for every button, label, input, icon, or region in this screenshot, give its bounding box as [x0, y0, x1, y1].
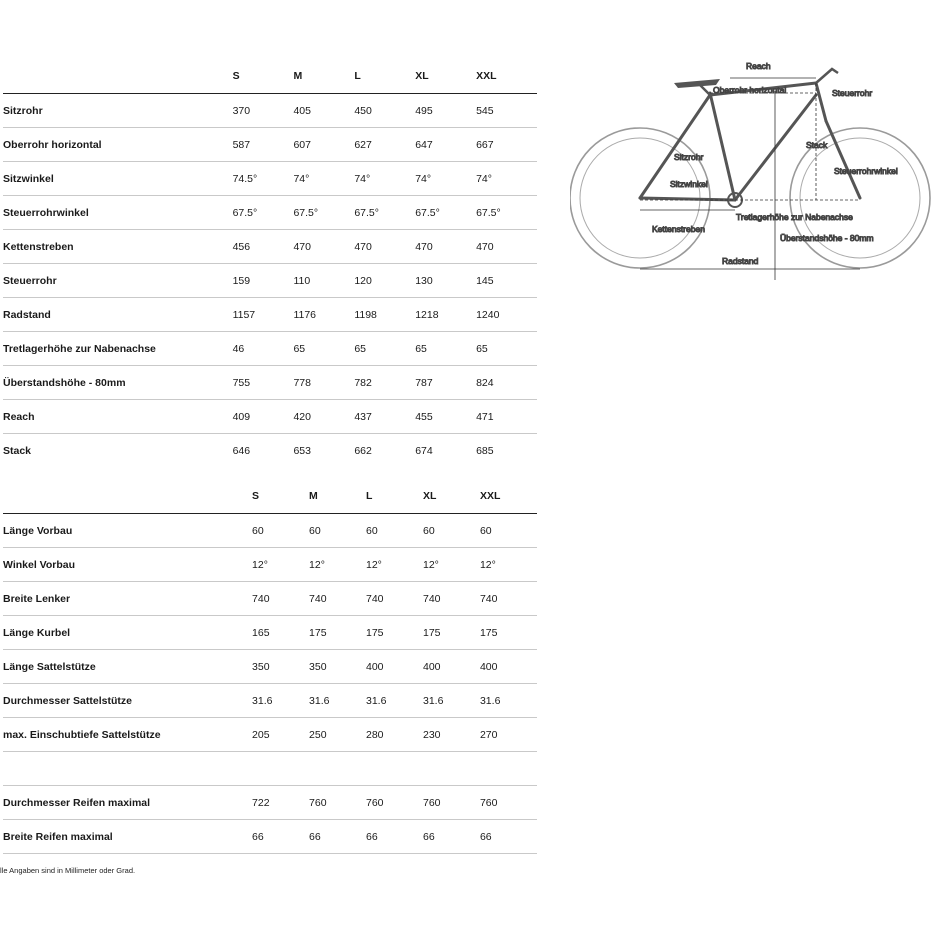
table-cell: 470 — [354, 230, 415, 264]
table-cell: 437 — [354, 400, 415, 434]
row-label: Länge Vorbau — [3, 514, 252, 548]
table-cell: 66 — [480, 820, 537, 854]
table-cell: 65 — [476, 332, 537, 366]
label-stack: Stack — [806, 140, 828, 150]
table-row — [3, 400, 537, 434]
table-row — [3, 366, 537, 400]
size-header: L — [354, 59, 415, 94]
table-cell: 280 — [366, 718, 423, 752]
table-cell: 1176 — [293, 298, 354, 332]
table-cell: 722 — [252, 786, 309, 820]
label-sitzrohr: Sitzrohr — [674, 152, 704, 162]
table-row — [3, 684, 537, 718]
table-cell: 350 — [252, 650, 309, 684]
spacer-cell — [3, 752, 537, 786]
label-reach: Reach — [746, 61, 771, 71]
table-cell: 400 — [480, 650, 537, 684]
table-cell: 74.5° — [233, 162, 294, 196]
size-header: M — [309, 479, 366, 514]
table-cell: 653 — [293, 434, 354, 468]
table-cell: 67.5° — [354, 196, 415, 230]
row-label: Durchmesser Sattelstütze — [3, 684, 252, 718]
table-cell: 420 — [293, 400, 354, 434]
table-cell: 405 — [293, 94, 354, 128]
table-cell: 60 — [309, 514, 366, 548]
seatpost — [700, 85, 710, 95]
size-header: L — [366, 479, 423, 514]
table-cell: 205 — [252, 718, 309, 752]
table-cell: 130 — [415, 264, 476, 298]
row-label: Radstand — [3, 298, 233, 332]
table-row — [3, 196, 537, 230]
table-cell: 685 — [476, 434, 537, 468]
components-header-label — [3, 479, 252, 514]
table-cell: 12° — [480, 548, 537, 582]
table-cell: 1240 — [476, 298, 537, 332]
handlebar — [816, 69, 838, 83]
table-cell: 175 — [423, 616, 480, 650]
table-cell: 760 — [423, 786, 480, 820]
table-cell: 470 — [293, 230, 354, 264]
geometry-header-label — [3, 59, 233, 94]
bike-geometry-diagram — [570, 55, 938, 280]
table-cell: 31.6 — [309, 684, 366, 718]
table-cell: 824 — [476, 366, 537, 400]
label-ueberstand: Überstandshöhe - 80mm — [780, 233, 874, 243]
label-tretlager: Tretlagerhöhe zur Nabenachse — [736, 212, 853, 222]
table-cell: 647 — [415, 128, 476, 162]
table-cell: 450 — [354, 94, 415, 128]
geometry-body — [3, 94, 537, 468]
table-cell: 409 — [233, 400, 294, 434]
table-cell: 740 — [309, 582, 366, 616]
table-cell: 12° — [309, 548, 366, 582]
table-cell: 65 — [415, 332, 476, 366]
table-row — [3, 264, 537, 298]
table-row — [3, 650, 537, 684]
geometry-header-row — [3, 59, 537, 94]
table-row — [3, 786, 537, 820]
row-label: max. Einschubtiefe Sattelstütze — [3, 718, 252, 752]
label-steuerrohr: Steuerrohr — [832, 88, 873, 98]
table-cell: 65 — [354, 332, 415, 366]
table-cell: 740 — [480, 582, 537, 616]
table-cell: 1157 — [233, 298, 294, 332]
components-table — [3, 479, 537, 854]
row-label: Winkel Vorbau — [3, 548, 252, 582]
table-cell: 31.6 — [480, 684, 537, 718]
table-cell: 110 — [293, 264, 354, 298]
table-cell: 662 — [354, 434, 415, 468]
table-cell: 470 — [476, 230, 537, 264]
table-cell: 778 — [293, 366, 354, 400]
table-cell: 782 — [354, 366, 415, 400]
table-cell: 46 — [233, 332, 294, 366]
geometry-table — [3, 59, 537, 467]
table-cell: 627 — [354, 128, 415, 162]
components-body — [3, 514, 537, 854]
table-cell: 740 — [252, 582, 309, 616]
table-cell: 270 — [480, 718, 537, 752]
size-header: XL — [423, 479, 480, 514]
table-cell: 12° — [366, 548, 423, 582]
size-header: S — [252, 479, 309, 514]
table-cell: 1218 — [415, 298, 476, 332]
components-header-row — [3, 479, 537, 514]
table-cell: 159 — [233, 264, 294, 298]
row-label: Kettenstreben — [3, 230, 233, 264]
label-sitzwinkel: Sitzwinkel — [670, 179, 708, 189]
table-cell: 587 — [233, 128, 294, 162]
label-radstand: Radstand — [722, 256, 759, 266]
label-oberrohr: Oberrohr horizontal — [713, 85, 787, 95]
table-cell: 74° — [476, 162, 537, 196]
table-row — [3, 434, 537, 468]
size-header: XXL — [476, 59, 537, 94]
table-cell: 230 — [423, 718, 480, 752]
table-cell: 470 — [415, 230, 476, 264]
table-cell: 471 — [476, 400, 537, 434]
table-row — [3, 298, 537, 332]
table-cell: 646 — [233, 434, 294, 468]
row-label: Oberrohr horizontal — [3, 128, 233, 162]
table-cell: 495 — [415, 94, 476, 128]
row-label: Breite Lenker — [3, 582, 252, 616]
table-cell: 674 — [415, 434, 476, 468]
table-cell: 60 — [252, 514, 309, 548]
table-cell: 67.5° — [476, 196, 537, 230]
table-cell: 400 — [366, 650, 423, 684]
table-cell: 66 — [366, 820, 423, 854]
table-cell: 60 — [480, 514, 537, 548]
table-row — [3, 616, 537, 650]
table-cell: 31.6 — [366, 684, 423, 718]
size-header: M — [293, 59, 354, 94]
table-cell: 1198 — [354, 298, 415, 332]
table-cell: 455 — [415, 400, 476, 434]
table-cell: 760 — [309, 786, 366, 820]
table-cell: 74° — [415, 162, 476, 196]
table-cell: 31.6 — [423, 684, 480, 718]
table-row — [3, 230, 537, 264]
size-header: XXL — [480, 479, 537, 514]
table-cell: 66 — [252, 820, 309, 854]
label-kettenstreben: Kettenstreben — [652, 224, 705, 234]
table-cell: 175 — [366, 616, 423, 650]
table-cell: 175 — [480, 616, 537, 650]
table-cell: 67.5° — [415, 196, 476, 230]
table-cell: 250 — [309, 718, 366, 752]
table-cell: 545 — [476, 94, 537, 128]
table-row — [3, 162, 537, 196]
size-header: XL — [415, 59, 476, 94]
table-row — [3, 718, 537, 752]
row-label: Stack — [3, 434, 233, 468]
row-label: Tretlagerhöhe zur Nabenachse — [3, 332, 233, 366]
spacer-row — [3, 752, 537, 786]
table-cell: 667 — [476, 128, 537, 162]
table-cell: 12° — [252, 548, 309, 582]
row-label: Sitzwinkel — [3, 162, 233, 196]
table-cell: 67.5° — [233, 196, 294, 230]
table-cell: 67.5° — [293, 196, 354, 230]
table-cell: 120 — [354, 264, 415, 298]
table-row — [3, 548, 537, 582]
units-footnote: lle Angaben sind in Millimeter oder Grad. — [0, 866, 136, 875]
table-cell: 31.6 — [252, 684, 309, 718]
table-row — [3, 514, 537, 548]
label-steuerrohrwinkel: Steuerrohrwinkel — [834, 166, 898, 176]
table-cell: 400 — [423, 650, 480, 684]
table-cell: 60 — [423, 514, 480, 548]
table-cell: 12° — [423, 548, 480, 582]
row-label: Steuerrohrwinkel — [3, 196, 233, 230]
table-cell: 456 — [233, 230, 294, 264]
row-label: Sitzrohr — [3, 94, 233, 128]
row-label: Steuerrohr — [3, 264, 233, 298]
table-cell: 175 — [309, 616, 366, 650]
table-cell: 74° — [354, 162, 415, 196]
table-cell: 607 — [293, 128, 354, 162]
table-cell: 65 — [293, 332, 354, 366]
table-cell: 60 — [366, 514, 423, 548]
table-cell: 350 — [309, 650, 366, 684]
row-label: Reach — [3, 400, 233, 434]
table-cell: 165 — [252, 616, 309, 650]
table-row — [3, 582, 537, 616]
row-label: Länge Sattelstütze — [3, 650, 252, 684]
table-row — [3, 332, 537, 366]
table-cell: 755 — [233, 366, 294, 400]
table-cell: 740 — [366, 582, 423, 616]
table-cell: 740 — [423, 582, 480, 616]
table-cell: 370 — [233, 94, 294, 128]
table-cell: 145 — [476, 264, 537, 298]
table-cell: 760 — [366, 786, 423, 820]
table-row — [3, 820, 537, 854]
table-cell: 760 — [480, 786, 537, 820]
table-row — [3, 128, 537, 162]
row-label: Länge Kurbel — [3, 616, 252, 650]
table-cell: 66 — [309, 820, 366, 854]
row-label: Breite Reifen maximal — [3, 820, 252, 854]
table-cell: 74° — [293, 162, 354, 196]
size-header: S — [233, 59, 294, 94]
row-label: Durchmesser Reifen maximal — [3, 786, 252, 820]
table-cell: 66 — [423, 820, 480, 854]
table-cell: 787 — [415, 366, 476, 400]
table-row — [3, 94, 537, 128]
row-label: Überstandshöhe - 80mm — [3, 366, 233, 400]
